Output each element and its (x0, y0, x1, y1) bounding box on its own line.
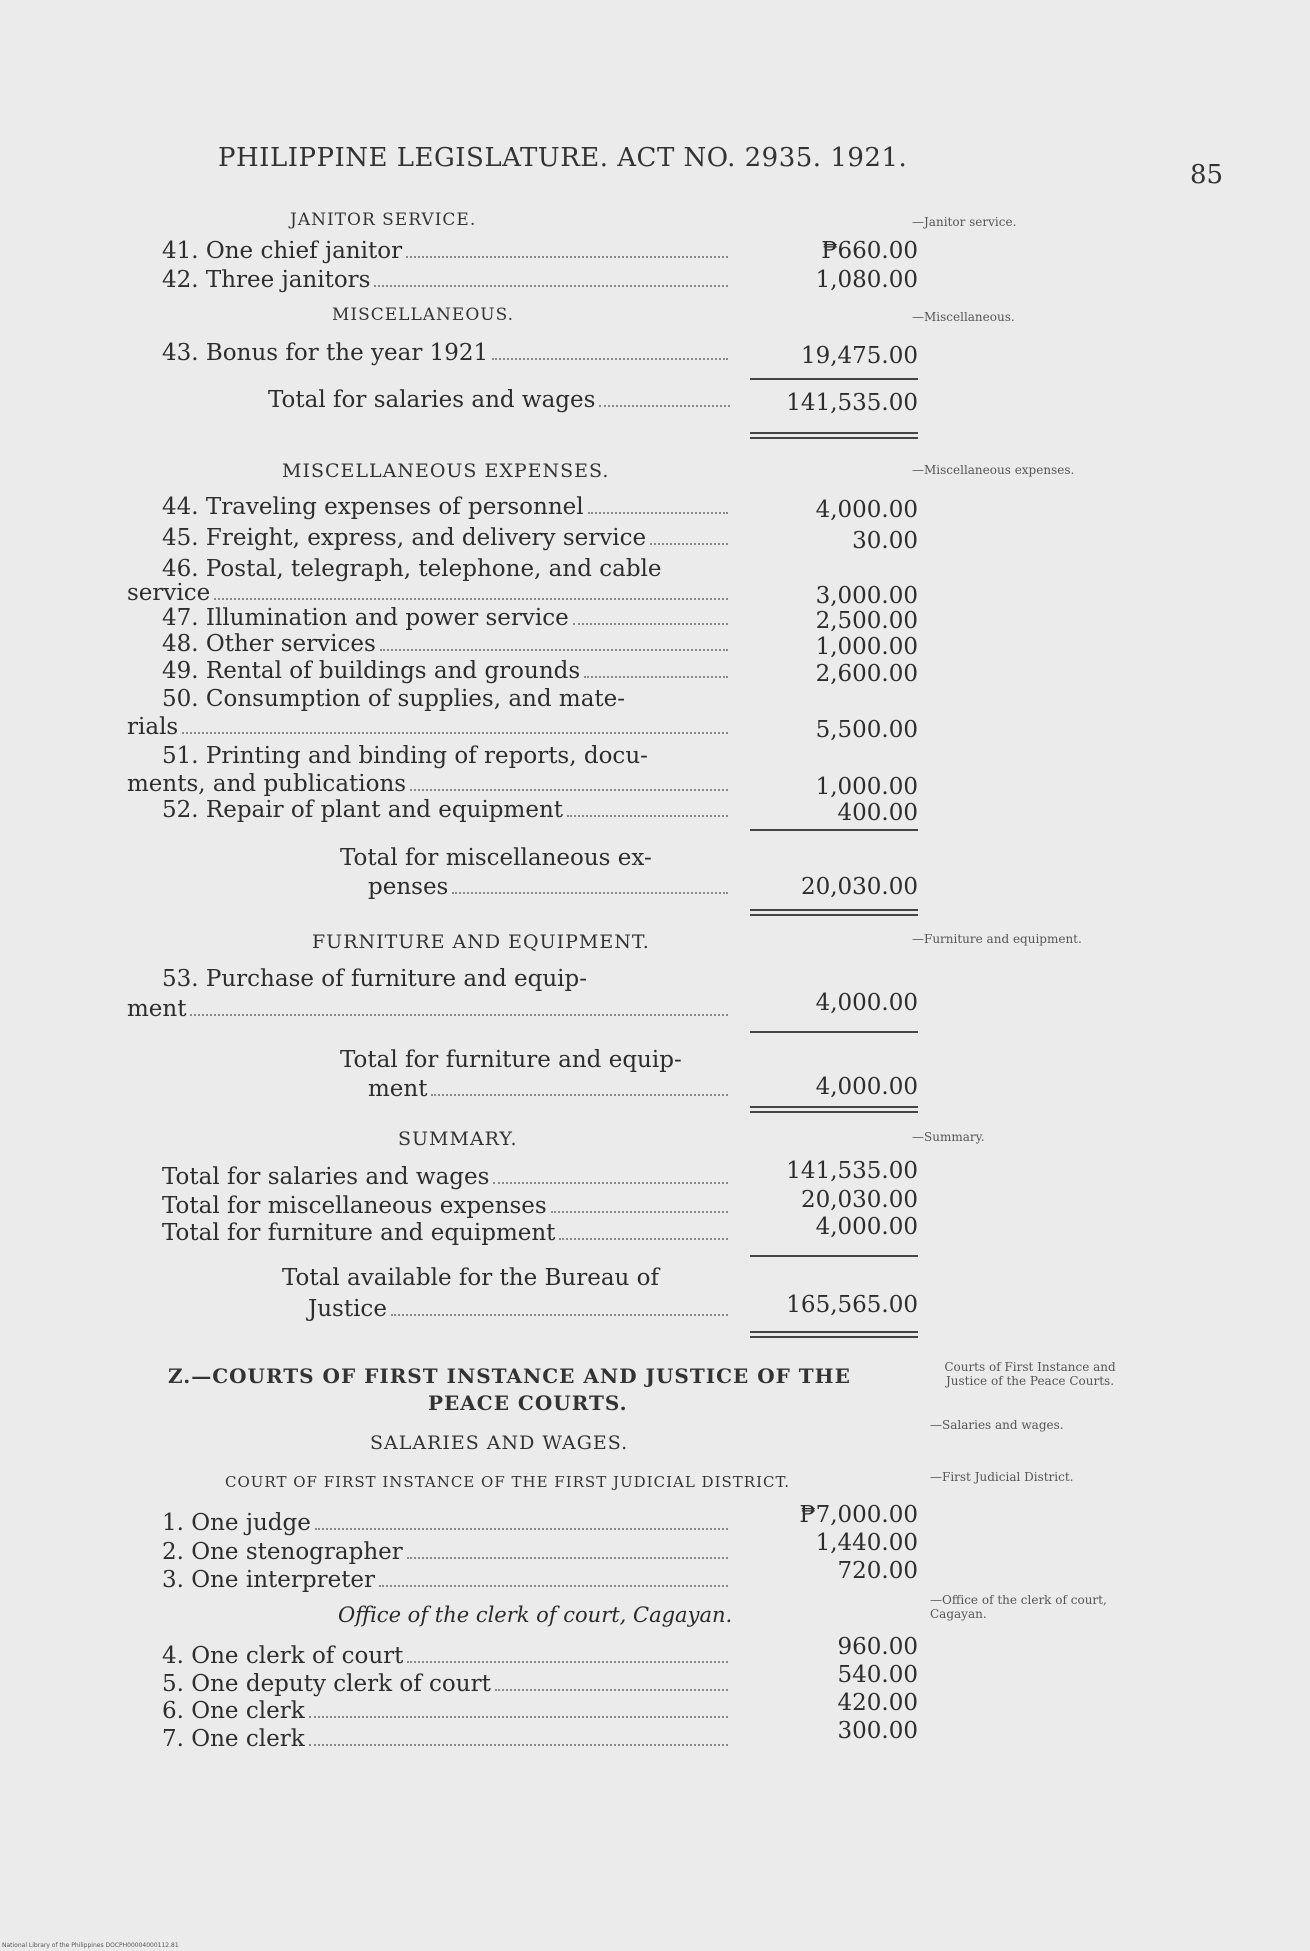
margin-salaries: —Salaries and wages. (930, 1418, 1064, 1432)
scan-footer: National Library of the Philippines DOCPH00004000112.81 (2, 1942, 179, 1949)
amount: 540.00 (837, 1662, 918, 1688)
rule (750, 829, 918, 831)
total-line: Total for salaries and wages (268, 387, 734, 413)
amount: 4,000.00 (815, 990, 918, 1016)
total-line: Total available for the Bureau of (282, 1265, 660, 1291)
amount: 300.00 (837, 1718, 918, 1744)
office-heading: Office of the clerk of court, Cagayan. (338, 1603, 733, 1627)
list-item-continued: ments, and publications (127, 771, 732, 797)
list-item: 5. One deputy clerk of court (162, 1671, 732, 1697)
list-item: 4. One clerk of court (162, 1643, 732, 1669)
margin-summary: —Summary. (912, 1130, 985, 1144)
amount: 20,030.00 (800, 1187, 918, 1213)
total-line-continued: Justice (308, 1296, 732, 1322)
total-line: Total for miscellaneous ex- (340, 845, 652, 871)
list-item: 53. Purchase of furniture and equip- (162, 966, 587, 992)
amount: 19,475.00 (800, 343, 918, 369)
list-item: 42. Three janitors (162, 267, 732, 293)
list-item: 47. Illumination and power service (162, 605, 732, 631)
list-item: Total for salaries and wages (162, 1164, 732, 1190)
rule (750, 1255, 918, 1257)
margin-courts: Courts of First Instance and Justice of the Peace Courts. (944, 1360, 1116, 1388)
amount: 1,000.00 (815, 774, 918, 800)
amount: 960.00 (837, 1634, 918, 1660)
courts-heading-continued: PEACE COURTS. (428, 1391, 628, 1415)
list-item: 51. Printing and binding of reports, docu- (162, 743, 648, 769)
amount: 2,500.00 (815, 608, 918, 634)
list-item: 6. One clerk (162, 1698, 732, 1724)
amount: 1,440.00 (815, 1530, 918, 1556)
double-rule (750, 432, 918, 439)
total-amount: 165,565.00 (786, 1292, 918, 1318)
running-title: PHILIPPINE LEGISLATURE. ACT NO. 2935. 1921. (218, 143, 908, 173)
misc-expenses-heading: MISCELLANEOUS EXPENSES. (282, 460, 610, 482)
list-item: 1. One judge (162, 1510, 732, 1536)
list-item: 3. One interpreter (162, 1567, 732, 1593)
list-item: 7. One clerk (162, 1726, 732, 1752)
margin-furniture: —Furniture and equipment. (912, 932, 1082, 946)
list-item-continued: rials (127, 714, 732, 740)
margin-office: —Office of the clerk of court, Cagayan. (930, 1593, 1107, 1621)
summary-heading: SUMMARY. (398, 1128, 518, 1150)
list-item: Total for miscellaneous expenses (162, 1193, 732, 1219)
amount: 5,500.00 (815, 717, 918, 743)
courts-heading: Z.—COURTS OF FIRST INSTANCE AND JUSTICE OF THE (168, 1364, 851, 1388)
list-item-continued: ment (127, 996, 732, 1022)
margin-misc: —Miscellaneous. (912, 310, 1015, 324)
list-item: 44. Traveling expenses of personnel (162, 494, 732, 520)
total-amount: 141,535.00 (786, 390, 918, 416)
rule (750, 1031, 918, 1033)
margin-misc-expenses: —Miscellaneous expenses. (912, 463, 1075, 477)
double-rule (750, 1331, 918, 1338)
amount: 720.00 (837, 1558, 918, 1584)
list-item: 52. Repair of plant and equipment (162, 797, 732, 823)
total-line-continued: penses (368, 874, 732, 900)
double-rule (750, 909, 918, 916)
list-item: 41. One chief janitor (162, 238, 732, 264)
amount: 1,080.00 (815, 267, 918, 293)
list-item-continued: service (127, 580, 732, 606)
double-rule (750, 1106, 918, 1113)
amount: ₱660.00 (821, 238, 918, 264)
amount: 3,000.00 (815, 583, 918, 609)
salaries-heading: SALARIES AND WAGES. (370, 1432, 629, 1454)
rule (750, 378, 918, 380)
total-amount: 4,000.00 (815, 1074, 918, 1100)
list-item: 48. Other services (162, 631, 732, 657)
furniture-heading: FURNITURE AND EQUIPMENT. (312, 931, 650, 953)
misc-heading: MISCELLANEOUS. (332, 305, 515, 325)
amount: 400.00 (837, 800, 918, 826)
list-item: 49. Rental of buildings and grounds (162, 658, 732, 684)
amount: 4,000.00 (815, 497, 918, 523)
amount: 1,000.00 (815, 634, 918, 660)
total-amount: 20,030.00 (800, 874, 918, 900)
amount: 4,000.00 (815, 1214, 918, 1240)
list-item: 45. Freight, express, and delivery service (162, 525, 732, 551)
page-number: 85 (1190, 160, 1224, 190)
amount: ₱7,000.00 (799, 1502, 918, 1528)
list-item: 2. One stenographer (162, 1539, 732, 1565)
list-item: 50. Consumption of supplies, and mate- (162, 686, 626, 712)
total-line: Total for furniture and equip- (340, 1047, 682, 1073)
list-item: Total for furniture and equipment (162, 1220, 732, 1246)
amount: 30.00 (852, 528, 918, 554)
janitor-heading: JANITOR SERVICE. (290, 210, 477, 230)
amount: 420.00 (837, 1690, 918, 1716)
amount: 141,535.00 (786, 1158, 918, 1184)
margin-janitor: —Janitor service. (912, 215, 1017, 229)
list-item: 43. Bonus for the year 1921 (162, 340, 732, 366)
district-heading: COURT OF FIRST INSTANCE OF THE FIRST JUDICIAL DISTRICT. (225, 1473, 791, 1491)
margin-district: —First Judicial District. (930, 1470, 1074, 1484)
total-line-continued: ment (368, 1076, 732, 1102)
list-item: 46. Postal, telegraph, telephone, and cable (162, 556, 662, 582)
amount: 2,600.00 (815, 661, 918, 687)
